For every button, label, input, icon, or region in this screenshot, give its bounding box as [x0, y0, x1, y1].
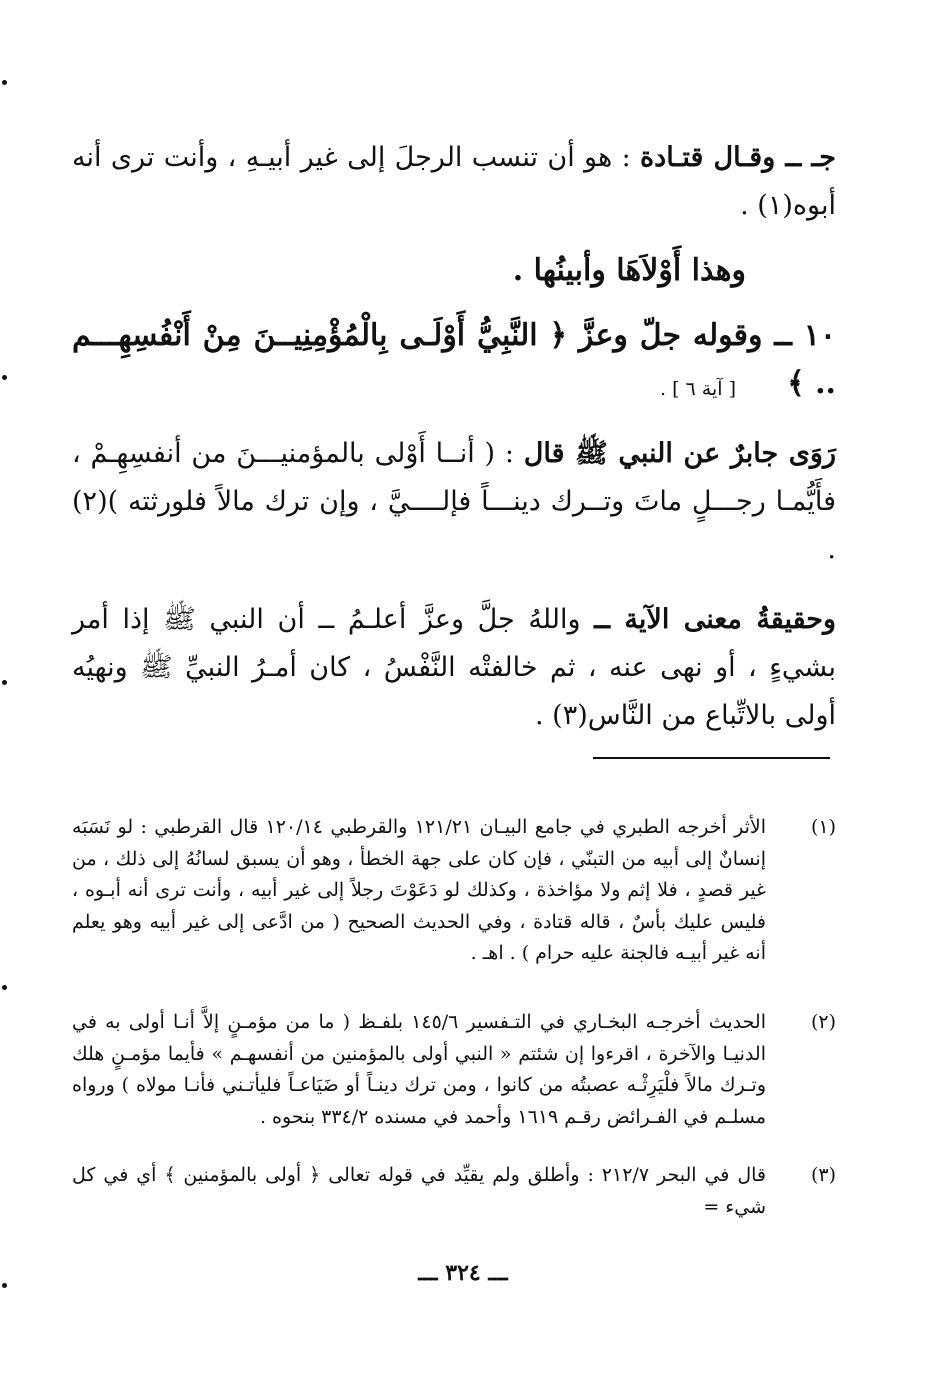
- page-number: ـــ ٣٢٤ ـــ: [418, 1260, 508, 1286]
- paragraph-jim-lead: جـ ــ وقـال قتـادة: [640, 142, 836, 173]
- verse-reference: [ آية ٦ ] .: [660, 378, 736, 400]
- paragraph-jim-text: : هو أن تنسب الرجلَ إلى غير أبيـهِ ، وأنت ترى أنه أبوه(١) .: [72, 142, 836, 221]
- footnote-1: [72, 812, 836, 970]
- scan-mark: [2, 985, 7, 990]
- scan-mark: [2, 375, 7, 380]
- paragraph-jabir-lead: رَوَى جابرٌ عن النبي ﷺ قال: [523, 438, 836, 469]
- footnote-3: [72, 1160, 836, 1223]
- footnote-text: الأثر أخرجه الطبري في جامع البيـان ١٢١/٢١ والقرطبي ١٢٠/١٤ قال القرطبي : لو نَسَبَه إنسانٌ إلى أبيه من التبنّي ، فإن كان على جهة الخطأ ، وهو أن يسبق لسانُهُ إلى ذلك ، من غير قصدٍ ، فلا إثم ولا مؤاخذة ، وكذلك لو دَعَوْتَ رجلاً إلى غير أبيه ، وأنت ترى أنه أبـوه ، فليس عليك بأسٌ ، قاله قتادة ، وفي الحديث الصحيح ( من ادَّعى إلى غير أبيه وهو يعلم أنه غير أبيـه فالجنة عليه حرام ) . اهـ .: [72, 816, 766, 964]
- paragraph-jabir-text: : ( أنــا أَوْلى بالمؤمنيـــنَ من أنفسِهِـمْ ، فأَيُّمـا رجـــلٍ ماتَ وتــرك دينـــاً فإلــــيَّ ، وإن ترك مالاً فلورثته )(٢) .: [72, 438, 836, 565]
- paragraph-meaning-lead: وحقيقةُ معنى الآية ــ: [594, 604, 836, 635]
- scan-mark: [2, 80, 7, 85]
- scan-mark: [2, 1283, 7, 1288]
- verse-10: ١٠ ــ وقوله جلّ وعزَّ ﴿ النَّبِيُّ أَوْلَـى بِالْمُؤْمِنِيــنَ مِنْ أَنْفُسِهِـــم .. ﴾: [72, 318, 836, 401]
- footnote-text: قال في البحر ٢١٢/٧ : وأطلق ولم يقيِّد في قوله تعالى ﴿ أولى بالمؤمنين ﴾ أي في كل شيء =: [72, 1164, 766, 1218]
- footnote-text: الحديث أخرجـه البخـاري في التـفسير ١٤٥/٦ بلفـظ ( ما من مؤمـنٍ إلاَّ أنـا أولى به في الدنيـا والآخرة ، اقرءوا إن شئتم « النبي أولى بالمؤمنين من أنفسهـم » فأيما مؤمـنٍ هلك وتـرك مالاً فلْيَرِثْـه عصبتُه من كانوا ، ومن ترك دينـاً أو ضَيَاعـاً فليأتـني فأنـا مولاه ) ورواه مسلـم في الفـرائض رقـم ١٦١٩ وأحمد في مسنده ٣٣٤/٢ بنحوه .: [72, 1011, 766, 1128]
- footnote-number: (٣): [810, 1164, 836, 1186]
- footnote-number: (٢): [810, 1011, 836, 1033]
- paragraph-meaning-text: واللهُ جلَّ وعزَّ أعلـمُ ــ أن النبي ﷺ إذا أمر بشيءٍ ، أو نهى عنه ، ثم خالفتْه النَّفْسُ ، كان أمـرُ النبيِّ ﷺ ونهيُه أولى بالاتِّباع من النَّاس(٣) .: [72, 604, 836, 731]
- footnote-number: (١): [810, 816, 836, 838]
- footnote-2: [72, 1007, 836, 1133]
- scan-mark: [2, 680, 7, 685]
- paragraph-jim: [72, 134, 836, 230]
- paragraph-jabir: [72, 430, 836, 574]
- heading-awlaha: وهذا أَوْلاَهَا وأبينُها .: [512, 253, 746, 288]
- footnote-divider: [593, 757, 830, 759]
- paragraph-meaning: [72, 596, 836, 740]
